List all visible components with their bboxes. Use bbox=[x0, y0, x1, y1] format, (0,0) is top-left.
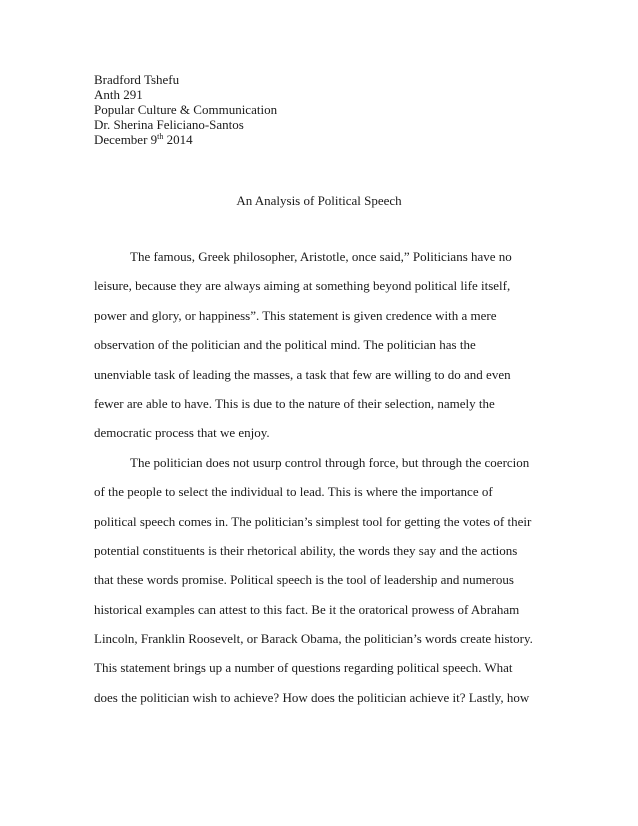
paragraph-line: fewer are able to have. This is due to the nature of their selection, namely the bbox=[94, 395, 495, 411]
paragraph-line: political speech comes in. The politician’s simplest tool for getting the votes of their bbox=[94, 513, 532, 529]
author-name: Bradford Tshefu bbox=[94, 72, 180, 87]
paragraph-line: power and glory, or happiness”. This statement is given credence with a mere bbox=[94, 307, 497, 323]
paragraph-line: This statement brings up a number of questions regarding political speech. What bbox=[94, 660, 513, 676]
paragraph-line: The famous, Greek philosopher, Aristotle, once said,” Politicians have no bbox=[130, 249, 512, 264]
document-body bbox=[94, 249, 554, 719]
date-year: 2014 bbox=[163, 132, 193, 147]
paragraph-line: observation of the politician and the political mind. The politician has the bbox=[94, 337, 476, 353]
paragraph-line: The politician does not usurp control through force, but through the coercion bbox=[130, 454, 530, 470]
paragraph-line: unenviable task of leading the masses, a task that few are willing to do and even bbox=[94, 366, 511, 382]
paragraph-line: historical examples can attest to this fact. Be it the oratorical prowess of Abraham bbox=[94, 601, 520, 617]
date-ordinal: th bbox=[157, 132, 164, 141]
document-date bbox=[94, 132, 277, 147]
paragraph-line: democratic process that we enjoy. bbox=[94, 425, 270, 441]
date-month-day: December 9 bbox=[94, 132, 158, 147]
paragraph-line: does the politician wish to achieve? How does the politician achieve it? Lastly, how bbox=[94, 689, 530, 705]
paragraph-line: potential constituents is their rhetorical ability, the words they say and the actions bbox=[94, 542, 518, 558]
course-title: Popular Culture & Communication bbox=[94, 102, 278, 117]
document-title: An Analysis of Political Speech bbox=[236, 193, 402, 208]
paragraph-line: that these words promise. Political speech is the tool of leadership and numerous bbox=[94, 572, 514, 588]
paragraph-line: leisure, because they are always aiming at something beyond political life itself, bbox=[94, 278, 511, 294]
document-header bbox=[94, 72, 277, 147]
paragraph-line: of the people to select the individual to lead. This is where the importance of bbox=[94, 484, 493, 500]
course-number: Anth 291 bbox=[94, 87, 143, 102]
paragraph-line: Lincoln, Franklin Roosevelt, or Barack Obama, the politician’s words create history. bbox=[94, 631, 533, 647]
instructor-name: Dr. Sherina Feliciano-Santos bbox=[94, 117, 244, 132]
